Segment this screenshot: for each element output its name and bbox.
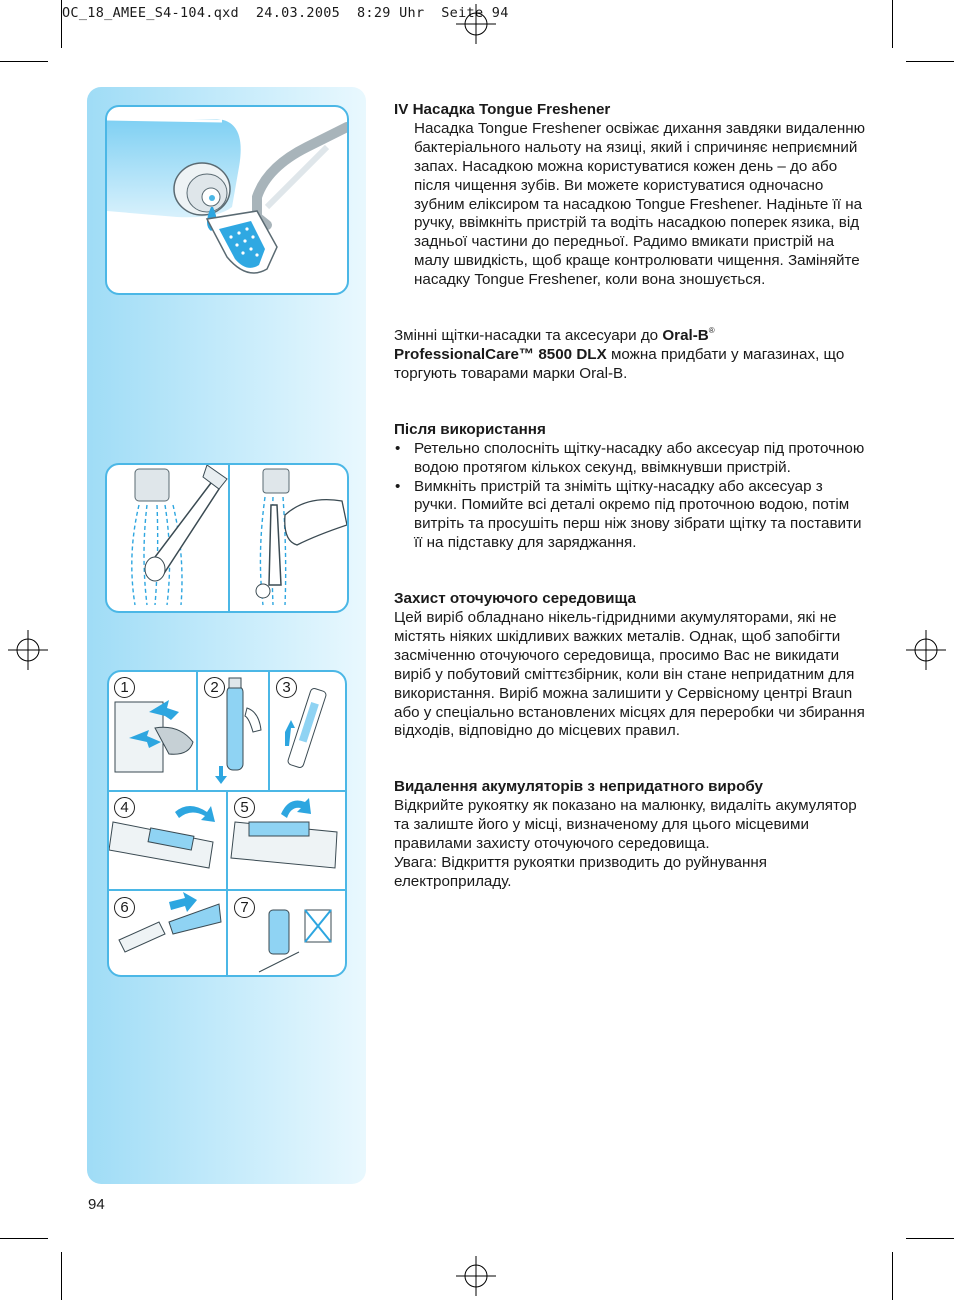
step-number: 2 <box>204 677 225 698</box>
crop-mark <box>906 61 954 62</box>
section-heading-battery-removal: Видалення акумуляторів з непридатного виробу <box>394 778 763 796</box>
step-number: 3 <box>276 677 297 698</box>
step-number: 6 <box>114 897 135 918</box>
battery-removal-steps <box>107 670 347 977</box>
crop-mark <box>61 1252 62 1300</box>
product-name: ProfessionalCare™ 8500 DLX <box>394 345 607 363</box>
crop-mark <box>892 0 893 48</box>
step-number: 7 <box>234 897 255 918</box>
after-use-list <box>394 440 869 553</box>
crop-mark <box>0 61 48 62</box>
battery-removal-note: Увага: Відкриття рукоятки призводить до руйнування електроприладу. <box>394 854 767 890</box>
rinsing-illustration <box>105 463 349 613</box>
environment-body: Цей виріб обладнано нікель-гідридними акумуляторами, які не містять ніяких шкідливих важких металів. Однак, щоб запобігти засміченню оточуючого середовища, просимо Вас не викидати виріб у побутовий сміттєзбірник, коли він стане непридатним для використання. Виріб можна залишити у Сервісному центрі Braun або у спеціально встановлених місцях для переробки чи збирання відходів, відповідно до місцевих правил. <box>394 609 865 740</box>
crop-mark <box>0 1238 48 1239</box>
tongue-freshener-body: Насадка Tongue Freshener освіжає дихання завдяки видаленню бактеріального нальоту на язиці, який і спричиняє неприємний запах. Насадкою можна користуватися кожен день – до або після чищення зубів. Ви можете користуватися одночасно зубним еліксиром та насадкою Tongue Freshener. Надіньте її на ручку, ввімкніть пристрій та водіть насадкою поперек язика, від задньої частини до передньої. Радимо вмикати пристрій на малу швидкість, щоб краще контролювати чищення. Заміняйте насадку Tongue Freshener, коли вона зношується. <box>414 119 866 289</box>
step-number: 1 <box>114 677 135 698</box>
crop-mark <box>61 0 62 48</box>
registration-mark-icon <box>456 1256 496 1296</box>
accessories-paragraph: Змінні щітки-насадки та аксесуари до Oral-B® ProfessionalCare™ 8500 DLX можна придбати у магазинах, що торгують товарами марки Oral-B. <box>394 326 845 382</box>
section-heading-after-use: Після використання <box>394 420 546 438</box>
battery-removal-body: Відкрийте рукоятку як показано на малюнку, видаліть акумулятор та залиште його у місці, визначеному для цього місцевими правилами захисту оточуючого середовища. <box>394 797 857 853</box>
registration-mark-icon <box>456 4 496 44</box>
registration-mark-icon <box>906 630 946 670</box>
crop-mark <box>906 1238 954 1239</box>
tongue-freshener-illustration <box>105 105 349 295</box>
print-slug: OC_18_AMEE_S4-104.qxd 24.03.2005 8:29 Uhr Seite 94 <box>62 5 509 21</box>
step-number: 5 <box>234 797 255 818</box>
crop-mark <box>892 1252 893 1300</box>
list-item: • Вимкніть пристрій та зніміть щітку-насадку або аксесуар з ручки. Помийте всі деталі окремо під проточною водою, потім витріть та просушіть перш ніж знову зібрати щітку та поставити її на підставку для заряджання. <box>394 478 869 554</box>
registration-mark-icon <box>8 630 48 670</box>
step-number: 4 <box>114 797 135 818</box>
section-heading-tongue-freshener: IV Насадка Tongue Freshener <box>394 101 611 118</box>
section-heading-environment: Захист оточуючого середовища <box>394 590 636 608</box>
brand-name: Oral-B <box>662 327 709 345</box>
page-number: 94 <box>88 1196 105 1213</box>
list-item: • Ретельно сполосніть щітку-насадку або аксесуар під проточною водою протягом кількох секунд, ввімкнувши пристрій. <box>394 440 869 478</box>
manual-text-column <box>394 101 869 892</box>
